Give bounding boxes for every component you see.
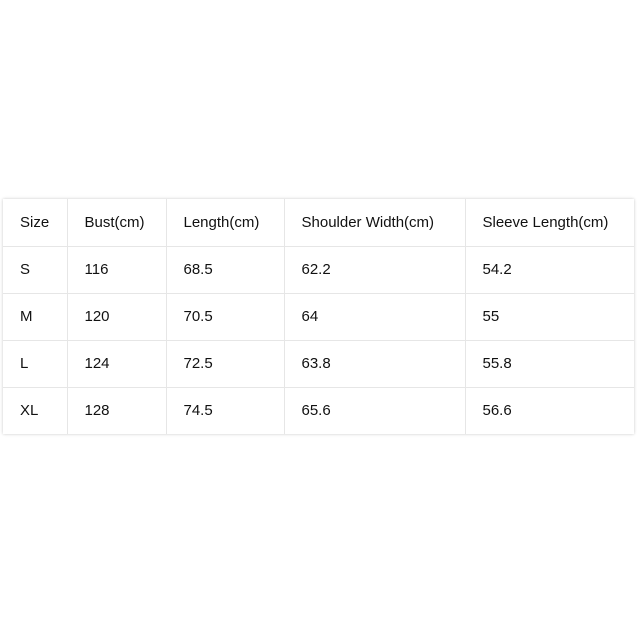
cell-shoulder-width: 63.8 (284, 340, 465, 387)
cell-size: L (3, 340, 67, 387)
cell-length: 68.5 (166, 246, 284, 293)
cell-sleeve-length: 55 (465, 293, 634, 340)
cell-shoulder-width: 65.6 (284, 387, 465, 434)
cell-sleeve-length: 55.8 (465, 340, 634, 387)
header-size: Size (3, 199, 67, 246)
table-row (3, 293, 634, 340)
cell-size: M (3, 293, 67, 340)
cell-shoulder-width: 62.2 (284, 246, 465, 293)
cell-bust: 116 (67, 246, 166, 293)
header-length: Length(cm) (166, 199, 284, 246)
cell-bust: 120 (67, 293, 166, 340)
table-row (3, 387, 634, 434)
header-bust: Bust(cm) (67, 199, 166, 246)
cell-bust: 124 (67, 340, 166, 387)
cell-sleeve-length: 54.2 (465, 246, 634, 293)
cell-length: 74.5 (166, 387, 284, 434)
table-header-row (3, 199, 634, 246)
table-row (3, 246, 634, 293)
cell-length: 72.5 (166, 340, 284, 387)
cell-size: XL (3, 387, 67, 434)
size-chart-table (3, 199, 634, 434)
cell-length: 70.5 (166, 293, 284, 340)
header-shoulder-width: Shoulder Width(cm) (284, 199, 465, 246)
header-sleeve-length: Sleeve Length(cm) (465, 199, 634, 246)
table-row (3, 340, 634, 387)
cell-sleeve-length: 56.6 (482, 402, 512, 420)
cell-size: S (3, 246, 67, 293)
size-chart-table-card (3, 199, 634, 434)
cell-shoulder-width: 64 (284, 293, 465, 340)
cell-bust: 128 (67, 387, 166, 434)
